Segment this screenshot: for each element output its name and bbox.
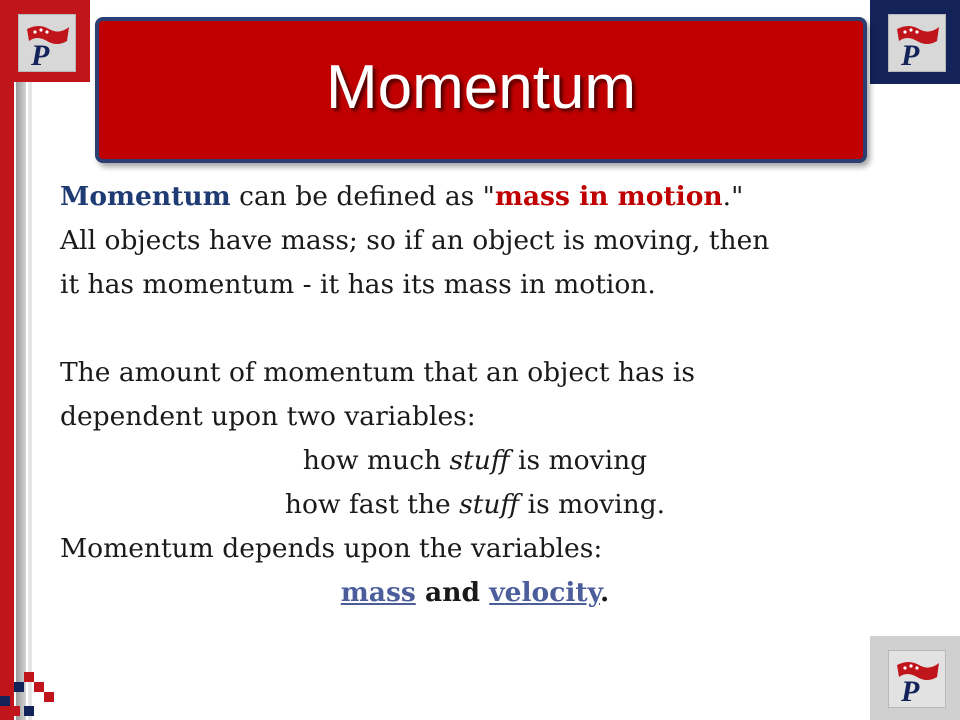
- term-mass-in-motion: mass in motion: [494, 181, 723, 212]
- body-line: dependent upon two variables:: [60, 401, 476, 432]
- definition-line: Momentum can be defined as "mass in motion.": [60, 181, 744, 212]
- checker-decoration: [0, 660, 60, 720]
- svg-text:P: P: [901, 39, 920, 71]
- logo-corner-bottom-right: [870, 636, 960, 720]
- slide-body: [60, 175, 890, 615]
- flag-p-logo-icon: [889, 15, 945, 71]
- svg-text:P: P: [901, 675, 920, 707]
- variable-line-stuff: how much stuff is moving: [302, 445, 648, 476]
- body-line: Momentum depends upon the variables:: [60, 533, 603, 564]
- body-line: The amount of momentum that an object has is: [60, 357, 695, 388]
- velocity-link[interactable]: velocity: [489, 577, 601, 608]
- slide-title: Momentum: [325, 52, 637, 122]
- flag-p-logo-icon: [889, 651, 945, 707]
- school-logo: [18, 14, 76, 72]
- left-accent-bar-gray: [16, 0, 26, 720]
- logo-corner-top-left: [0, 0, 90, 82]
- mass-link[interactable]: mass: [340, 577, 416, 608]
- term-momentum: Momentum: [60, 181, 231, 212]
- body-line: All objects have mass; so if an object is moving, then: [60, 225, 770, 256]
- logo-corner-top-right: [870, 0, 960, 84]
- variable-line-speed: how fast the stuff is moving.: [284, 489, 666, 520]
- body-line: it has momentum - it has its mass in motion.: [60, 269, 656, 300]
- title-banner: [95, 17, 867, 163]
- left-accent-bar-red: [0, 0, 14, 720]
- left-accent-bar-light: [28, 0, 32, 720]
- school-logo: [888, 14, 946, 72]
- flag-p-logo-icon: [19, 15, 75, 71]
- school-logo: [888, 650, 946, 708]
- svg-text:P: P: [31, 39, 50, 71]
- variables-line: mass and velocity.: [340, 577, 610, 608]
- paragraph-spacer: [60, 307, 890, 351]
